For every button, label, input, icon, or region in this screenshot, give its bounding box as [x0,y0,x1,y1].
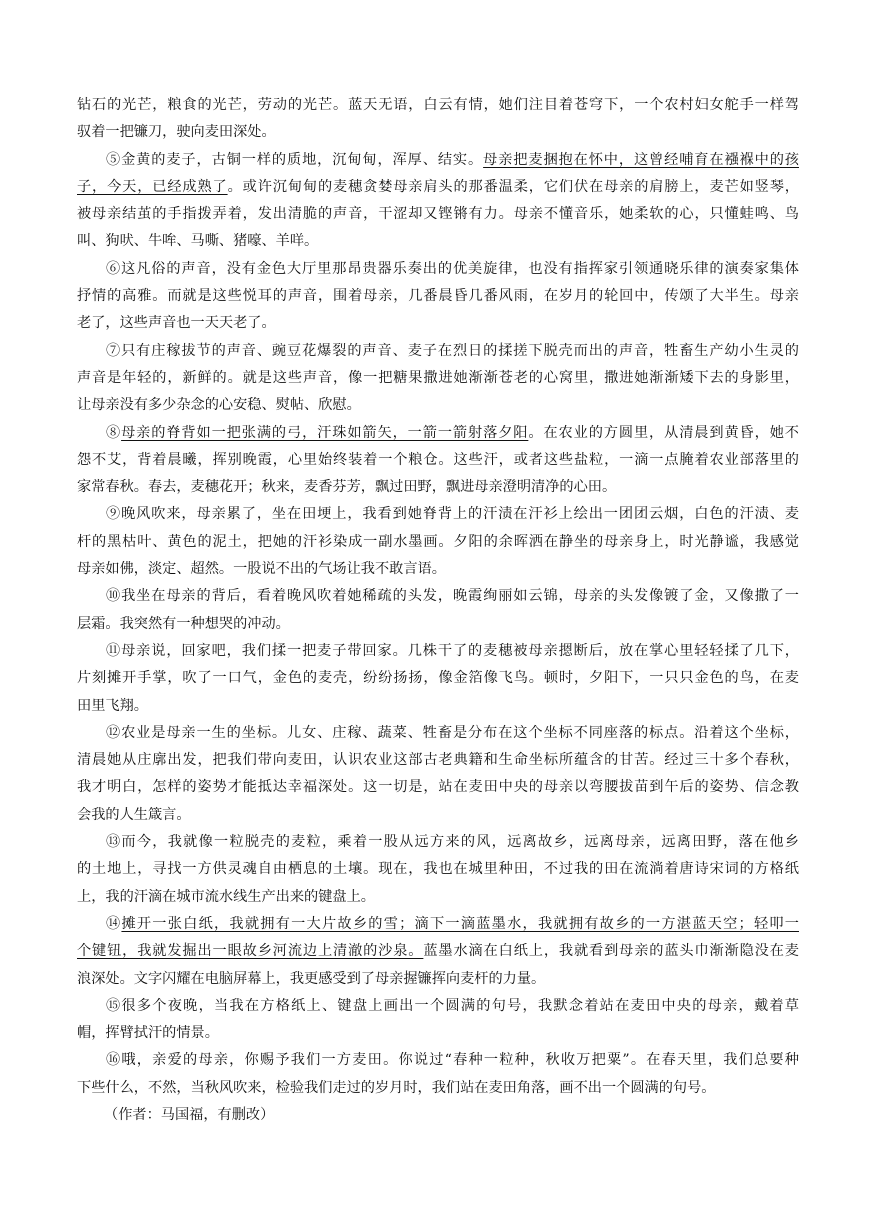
text-segment: ⑬而今，我就像一粒脱壳的麦粒，乘着一股从远方来的风，远离故乡，远离母亲，远离田野，落在他乡 [106,834,799,851]
underlined-sentence: 摊开一张白纸，我就拥有一大片故乡的雪；滴下一滴蓝墨水，我就拥有故乡的一方湛蓝天空；轻叩一 [121,915,799,932]
text-segment: ⑮很多个夜晚，当我在方格纸上、键盘上画出一个圆满的句号，我默念着站在麦田中央的母亲，戴着草 [106,997,799,1014]
text-line [77,392,799,419]
text-line [77,174,799,201]
text-segment: 下些什么，不然，当秋风吹来，检验我们走过的岁月时，我们站在麦田角落，画不出一个圆满的句号。 [77,1079,716,1096]
text-segment: 抒情的高雅。而就是这些悦耳的声音，围着母亲，几番晨昏几番风雨，在岁月的轮回中，传颂了大半生。母亲 [77,288,799,305]
text-line [77,283,799,310]
text-line [77,638,799,665]
text-segment: 老了，这些声音也一天天老了。 [77,315,276,332]
text-line [77,720,799,747]
text-segment: 母亲如佛，淡定、超然。一股说不出的气场让我不敢言语。 [77,561,446,578]
text-line [77,501,799,528]
text-line [77,256,799,283]
text-line [77,856,799,883]
author-credit: （作者：马国福，有删改） [104,1106,275,1123]
text-segment: ⑩我坐在母亲的背后，看着晚风吹着她稀疏的头发，晚霞绚丽如云锦，母亲的头发像镀了金，又像撒了一 [106,588,799,605]
text-segment: 杆的黑枯叶、黄色的泥土，把她的汗衫染成一副水墨画。夕阳的余晖洒在静坐的母亲身上，时光静谧，我感觉 [77,533,799,550]
text-line [77,802,799,829]
text-segment: 。或许沉甸甸的麦穗贪婪母亲肩头的那番温柔，它们伏在母亲的肩膀上，麦芒如竖琴， [227,178,799,195]
text-line [77,966,799,993]
text-line [77,938,799,965]
text-segment: 片刻摊开手掌，吹了一口气，金色的麦壳，纷纷扬扬，像金箔像飞鸟。顿时，夕阳下，一只只金色的鸟，在麦 [77,670,799,687]
text-line [77,556,799,583]
text-segment: ⑭ [106,915,122,932]
text-line [77,420,799,447]
text-segment: ⑪母亲说，回家吧，我们揉一把麦子带回家。几株干了的麦穗被母亲摁断后，放在掌心里轻轻揉了几下， [106,642,799,659]
text-segment: 田里飞翔。 [77,697,148,714]
text-segment: 。在农业的方圆里，从清晨到黄昏，她不 [528,424,799,441]
text-segment: 帽，挥臂拭汗的情景。 [77,1025,219,1042]
text-line [77,147,799,174]
text-line [77,665,799,692]
text-segment: 怨不艾，背着晨曦，挥别晚霞，心里始终装着一个粮仓。这些汗，或者这些盐粒，一滴一点腌着农业部落里的 [77,451,799,468]
text-line [77,119,799,146]
text-segment: 我才明白，怎样的姿势才能抵达幸福深处。这一切是，站在麦田中央的母亲以弯腰拔苗到午后的姿势、信念教 [77,779,799,796]
text-line [77,1047,799,1074]
text-segment: 蓝墨水滴在白纸上，我就看到母亲的蓝头巾渐渐隐没在麦 [423,943,799,960]
underlined-sentence: 母亲把麦捆抱在怀中，这曾经哺育在襁褓中的孩 [483,151,799,168]
text-segment: 浪深处。文字闪耀在电脑屏幕上，我更感受到了母亲握镰挥向麦杆的力量。 [77,970,546,987]
text-segment: 会我的人生箴言。 [77,806,191,823]
text-line [77,1020,799,1047]
text-line [77,365,799,392]
text-line [77,228,799,255]
text-line [77,310,799,337]
text-segment: ⑫农业是母亲一生的坐标。儿女、庄稼、蔬菜、牲畜是分布在这个坐标不同座落的标点。沿着这个坐标， [106,724,799,741]
text-line [77,884,799,911]
text-segment: ⑥这凡俗的声音，没有金色大厅里那昂贵器乐奏出的优美旋律，也没有指挥家引领通晓乐律的演奏家集体 [106,260,799,277]
article-body [77,92,799,1129]
text-segment: 上，我的汗滴在城市流水线生产出来的键盘上。 [77,888,375,905]
text-segment: 家常春秋。春去，麦穗花开；秋来，麦香芬芳，飘过田野，飘进母亲澄明清净的心田。 [77,479,617,496]
text-segment: 层霜。我突然有一种想哭的冲动。 [77,615,290,632]
text-segment: ⑨晚风吹来，母亲累了，坐在田埂上，我看到她脊背上的汗渍在汗衫上绘出一团团云烟，白色的汗渍、麦 [106,506,799,523]
underlined-sentence: 母亲的脊背如一把张满的弓，汗珠如箭矢，一箭一箭射落夕阳 [121,424,529,441]
text-segment: 的土地上，寻找一方供灵魂自由栖息的土壤。现在，我也在城里种田，不过我的田在流淌着唐诗宋词的方格纸 [77,861,799,878]
text-segment: ⑧ [106,424,122,441]
text-line [77,92,799,119]
underlined-sentence: 子，今天，已经成熟了 [77,178,228,195]
text-line [77,529,799,556]
text-segment: 驭着一把镰刀，驶向麦田深处。 [77,124,276,141]
text-segment: 让母亲没有多少杂念的心安稳、熨帖、欣慰。 [77,397,361,414]
text-line [77,201,799,228]
text-line [77,583,799,610]
text-segment: ⑦只有庄稼拔节的声音、豌豆花爆裂的声音、麦子在烈日的揉搓下脱壳而出的声音，牲畜生产幼小生灵的 [106,342,799,359]
text-line [77,993,799,1020]
text-line [77,747,799,774]
text-line [77,447,799,474]
text-segment: 钻石的光芒，粮食的光芒，劳动的光芒。蓝天无语，白云有情，她们注目着苍穹下，一个农村妇女舵手一样驾 [77,97,799,113]
text-segment: 被母亲结茧的手指拨弄着，发出清脆的声音，干涩却又铿锵有力。母亲不懂音乐，她柔软的心，只懂蛙鸣、鸟 [77,206,799,223]
text-line [77,911,799,938]
text-segment: ⑯哦，亲爱的母亲，你赐予我们一方麦田。你说过“春种一粒种，秋收万把粟”。在春天里，我们总要种 [106,1052,799,1069]
text-line [77,693,799,720]
text-segment: 声音是年轻的，新鲜的。就是这些声音，像一把糖果撒进她渐渐苍老的心窝里，撒进她渐渐矮下去的身影里， [77,369,799,386]
text-segment: 清晨她从庄廓出发，把我们带向麦田，认识农业这部古老典籍和生命坐标所蕴含的甘苦。经过三十多个春秋， [77,752,799,769]
text-line [77,474,799,501]
text-line [77,338,799,365]
text-line [77,774,799,801]
text-line [77,829,799,856]
text-segment: ⑤金黄的麦子，古铜一样的质地，沉甸甸，浑厚、结实。 [106,151,484,168]
text-line [77,1075,799,1102]
text-line [77,611,799,638]
underlined-sentence: 个键钮，我就发掘出一眼故乡河流边上清澈的沙泉。 [77,943,424,960]
text-segment: 叫、狗吠、牛哞、马嘶、猪嚎、羊咩。 [77,233,319,250]
